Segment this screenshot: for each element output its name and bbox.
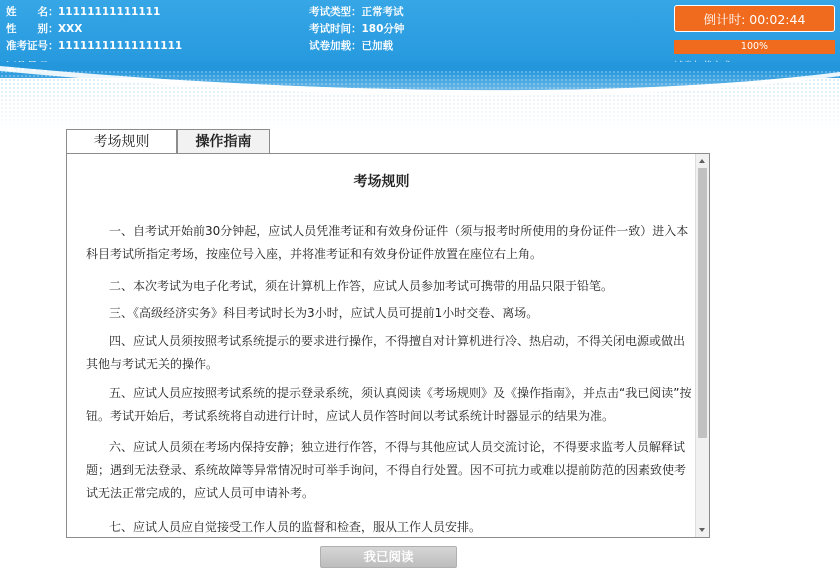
exam-type-label: 考试类型：: [309, 6, 362, 18]
rules-title: 考场规则: [353, 174, 410, 190]
countdown-timer: 倒计时: 00:02:44: [674, 5, 835, 32]
candidate-name-label: 姓 名：: [6, 6, 59, 18]
candidate-name-value: 11111111111111: [58, 6, 161, 18]
exam-duration-row: [309, 22, 404, 36]
rules-scrollbar[interactable]: [695, 154, 709, 537]
rule-paragraph-6: 六、应试人员须在考场内保持安静；独立进行作答，不得与其他应试人员交流讨论，不得要求监考人员解释试题；遇到无法登录、系统故障等异常情况时可举手询问，不得自行处置。因不可抗力或难以提前防范的因素致使考试无法正常完成的，应试人员可申请补考。: [86, 440, 687, 500]
have-read-button[interactable]: 我已阅读: [320, 546, 457, 568]
candidate-gender-row: [6, 22, 82, 36]
tab-exam-rules[interactable]: 考场规则: [66, 129, 177, 153]
scrollbar-thumb[interactable]: [698, 168, 707, 438]
rule-paragraph-2: 二、本次考试为电子化考试，须在计算机上作答，应试人员参加考试可携带的用品只限于铅笔。: [109, 279, 614, 293]
exam-duration-value: 180分钟: [361, 23, 405, 35]
admission-number-label: 准考证号：: [6, 40, 59, 52]
admission-number-row: [6, 39, 182, 53]
candidate-gender-label: 性 别：: [6, 23, 59, 35]
exam-type-value: 正常考试: [361, 6, 404, 18]
rule-paragraph-4: 四、应试人员须按照考试系统提示的要求进行操作，不得擅自对计算机进行冷、热启动，不得关闭电源或做出其他与考试无关的操作。: [86, 334, 686, 371]
paper-load-label: 试卷加载：: [309, 40, 362, 52]
candidate-gender-value: XXX: [58, 23, 83, 35]
load-progress-bar: [674, 40, 835, 54]
rules-content: [67, 154, 696, 537]
admission-number-value: 11111111111111111: [58, 40, 183, 52]
candidate-name-row: [6, 5, 160, 19]
header-wave-decoration: [0, 62, 840, 132]
paper-load-row: [309, 39, 393, 53]
exam-duration-label: 考试时间：: [309, 23, 362, 35]
scroll-down-arrow-icon[interactable]: [699, 528, 705, 532]
rule-paragraph-5: 五、应试人员应按照考试系统的提示登录系统，须认真阅读《考场规则》及《操作指南》，并点击“我已阅读”按钮。考试开始后，考试系统将自动进行计时，应试人员作答时间以考试系统计时器显示的结果为准。: [86, 386, 692, 423]
scroll-up-arrow-icon[interactable]: [699, 159, 705, 163]
rule-paragraph-7: 七、应试人员应自觉接受工作人员的监督和检查，服从工作人员安排。: [109, 520, 482, 534]
load-progress-label: 100%: [740, 41, 769, 52]
rules-panel: [66, 153, 710, 538]
paper-load-value: 已加载: [361, 40, 393, 52]
exam-type-row: [309, 5, 404, 19]
rule-paragraph-1: 一、自考试开始前30分钟起，应试人员凭准考证和有效身份证件（须与报考时所使用的身份证件一致）进入本科目考试所指定考场，按座位号入座，并将准考证和有效身份证件放置在座位右上角。: [86, 224, 689, 261]
tab-operation-guide[interactable]: 操作指南: [177, 129, 270, 153]
rule-paragraph-3: 三、《高级经济实务》科目考试时长为3小时，应试人员可提前1小时交卷、离场。: [109, 306, 539, 320]
